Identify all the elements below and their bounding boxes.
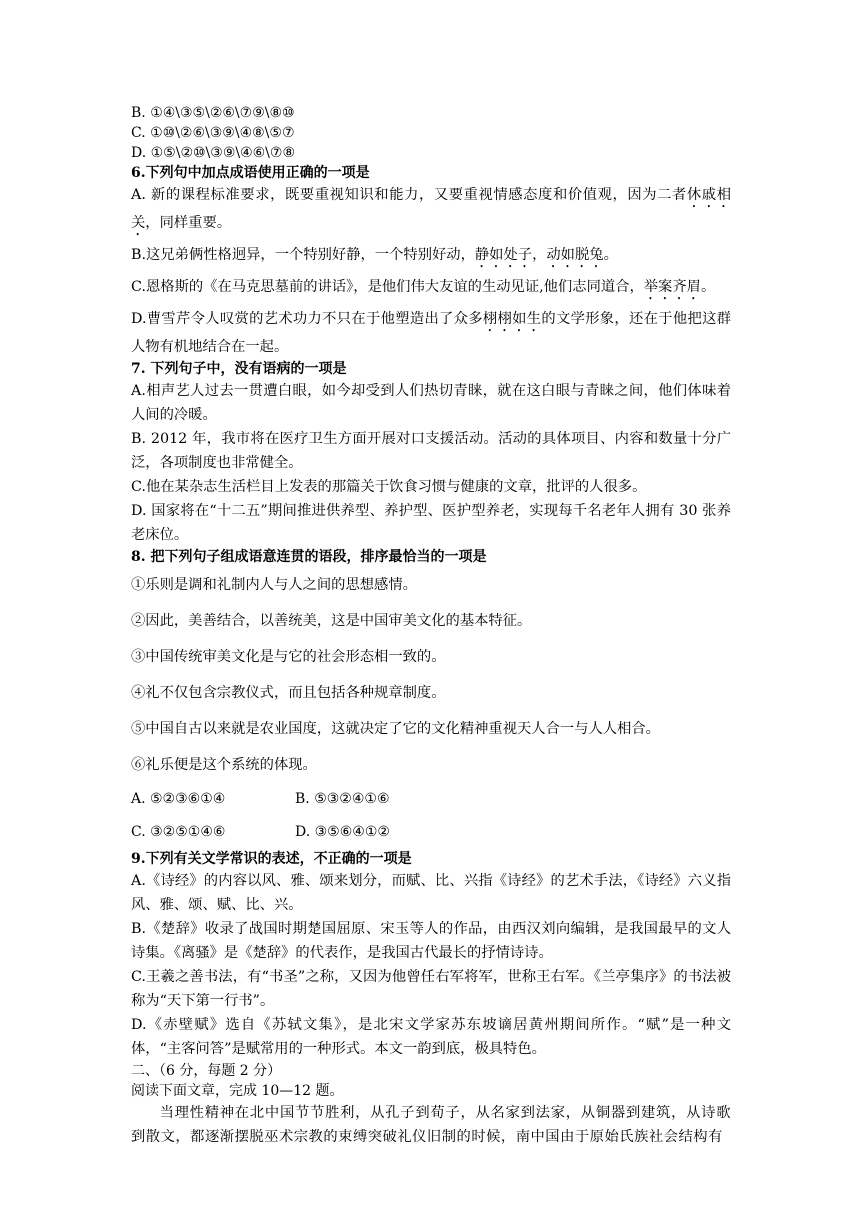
q6-option-a: A. 新的课程标准要求，既要重视知识和能力，又要重视情感态度和价值观，因为二者休戚相关，同样重要。 <box>131 187 731 231</box>
q8-stem: 8. 把下列句子组成语意连贯的语段，排序最恰当的一项是 <box>131 549 487 565</box>
q8-option-a: A. ⑤②③⑥①④ <box>131 791 226 807</box>
q6-a-dotted-idiom: 休戚相关 <box>131 187 731 231</box>
q7-option-b: B. 2012 年，我市将在医疗卫生方面开展对口支援活动。活动的具体项目、内容和数量十分广泛，各项制度也非常健全。 <box>131 431 731 471</box>
q9-option-d: D.《赤壁赋》选自《苏轼文集》，是北宋文学家苏东坡谪居黄州期间所作。“赋”是一种文体，“主客问答”是赋常用的一种形式。本文一韵到底，极具特色。 <box>131 1017 731 1057</box>
q6-option-c: C.恩格斯的《在马克思墓前的讲话》，是他们伟大友谊的生动见证,他们志同道合，举案齐眉。 <box>131 279 716 295</box>
q9-stem: 9.下列有关文学常识的表述，不正确的一项是 <box>131 851 412 867</box>
q6-c-dotted-idiom: 举案齐眉 <box>643 279 701 295</box>
q9-option-c: C.王羲之善书法，有“书圣”之称，又因为他曾任右军将军，世称王右军。《兰亭集序》的书法被称为“天下第一行书”。 <box>131 969 731 1009</box>
q6-d-dotted-idiom: 栩栩如生 <box>482 311 542 327</box>
q7-stem: 7. 下列句子中，没有语病的一项是 <box>131 361 347 377</box>
q6-b-dotted-idiom: 静如处子，动如脱兔 <box>474 247 604 263</box>
q8-sentence-6: ⑥礼乐便是这个系统的体现。 <box>131 757 317 773</box>
q9-option-b: B.《楚辞》收录了战国时期楚国屈原、宋玉等人的作品，由西汉刘向编辑，是我国最早的文人诗集。《离骚》是《楚辞》的代表作，是我国古代最长的抒情诗诗。 <box>131 921 731 961</box>
q6-option-b: B.这兄弟俩性格迥异，一个特别好静，一个特别好动，静如处子，动如脱兔。 <box>131 247 618 263</box>
q8-options-row-1 <box>131 783 731 816</box>
q9-option-a: A.《诗经》的内容以风、雅、颂来划分，而赋、比、兴指《诗经》的艺术手法，《诗经》六义指风、雅、颂、赋、比、兴。 <box>131 873 731 913</box>
q8-option-b: B. ⑤③②④①⑥ <box>295 791 390 807</box>
q8-option-c: C. ③②⑤①④⑥ <box>131 824 226 840</box>
section-2-instruction: 阅读下面文章，完成 10—12 题。 <box>131 1083 344 1099</box>
q7-option-d: D. 国家将在“十二五”期间推进供养型、养护型、医护型养老，实现每千名老年人拥有 30 张养老床位。 <box>131 503 731 543</box>
exam-content <box>131 103 731 1149</box>
q5-option-c: C. ①⑩\②⑥\③⑨\④⑧\⑤⑦ <box>131 125 295 141</box>
q8-sentence-1: ①乐则是调和礼制内人与人之间的思想感情。 <box>131 577 417 593</box>
q8-options-row-2 <box>131 816 731 849</box>
q7-option-c: C.他在某杂志生活栏目上发表的那篇关于饮食习惯与健康的文章，批评的人很多。 <box>131 479 647 495</box>
q8-sentence-2: ②因此，美善结合，以善统美，这是中国审美文化的基本特征。 <box>131 613 532 629</box>
q8-sentence-5: ⑤中国自古以来就是农业国度，这就决定了它的文化精神重视天人合一与人人相合。 <box>131 721 660 737</box>
q7-option-a: A.相声艺人过去一贯遭白眼，如今却受到人们热切青睐，就在这白眼与青睐之间，他们体味着人间的冷暖。 <box>131 383 731 423</box>
q8-sentence-4: ④礼不仅包含宗教仪式，而且包括各种规章制度。 <box>131 685 446 701</box>
q8-sentence-3: ③中国传统审美文化是与它的社会形态相一致的。 <box>131 649 446 665</box>
section-2-heading: 二、（6 分，每题 2 分） <box>131 1063 282 1079</box>
q5-option-b: B. ①④\③⑤\②⑥\⑦⑨\⑧⑩ <box>131 105 295 121</box>
reading-passage: 当理性精神在北中国节节胜利，从孔子到荀子，从名家到法家，从铜器到建筑，从诗歌到散文，都逐渐摆脱巫术宗教的束缚突破礼仪旧制的时候，南中国由于原始氏族社会结构有 <box>131 1105 731 1145</box>
q5-option-d: D. ①⑤\②⑩\③⑨\④⑥\⑦⑧ <box>131 145 296 161</box>
q6-stem: 6.下列句中加点成语使用正确的一项是 <box>131 165 370 181</box>
q8-option-d: D. ③⑤⑥④①② <box>295 824 390 840</box>
q6-option-d: D.曹雪芹令人叹赏的艺术功力不只在于他塑造出了众多栩栩如生的文学形象，还在于他把这群人物有机地结合在一起。 <box>131 311 732 355</box>
